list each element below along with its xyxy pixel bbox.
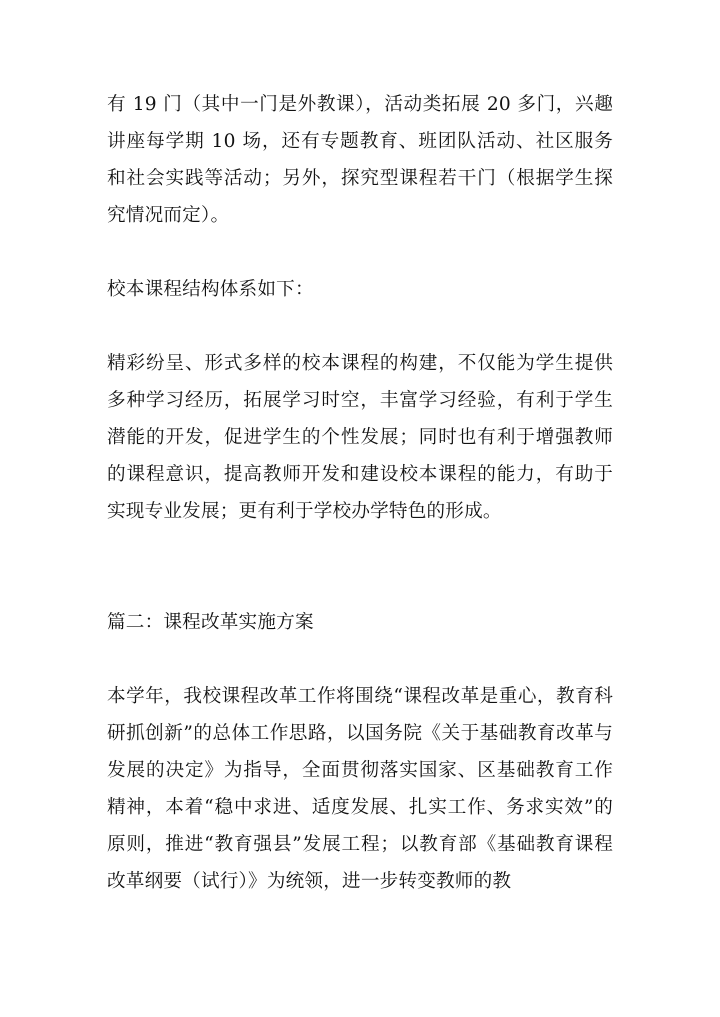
paragraph-reform-plan: 本学年，我校课程改革工作将围绕“课程改革是重心，教育科研抓创新”的总体工作思路，以国务院《关于基础教育改革与发展的决定》为指导，全面贯彻落实国家、区基础教育工作精神，本着“稳中求进、适度发展、扎实工作、务求实效”的原则，推进“教育强县”发展工程；以教育部《基础教育课程改革纲要（试行）》为统领，进一步转变教师的教 <box>107 686 613 892</box>
document-body <box>107 86 613 900</box>
paragraph-curriculum-benefits: 精彩纷呈、形式多样的校本课程的构建，不仅能为学生提供多种学习经历，拓展学习时空，丰富学习经验，有利于学生潜能的开发，促进学生的个性发展；同时也有利于增强教师的课程意识，提高教师开发和建设校本课程的能力，有助于实现专业发展；更有利于学校办学特色的形成。 <box>107 353 613 522</box>
chapter-heading: 篇二：课程改革实施方案 <box>107 612 314 633</box>
paragraph-course-counts: 有 19 门（其中一门是外教课），活动类拓展 20 多门，兴趣讲座每学期 10 场，还有专题教育、班团队活动、社区服务和社会实践等活动；另外，探究型课程若干门（根据学生探究情况而定）。 <box>107 94 613 226</box>
section-heading-structure: 校本课程结构体系如下： <box>107 279 314 300</box>
